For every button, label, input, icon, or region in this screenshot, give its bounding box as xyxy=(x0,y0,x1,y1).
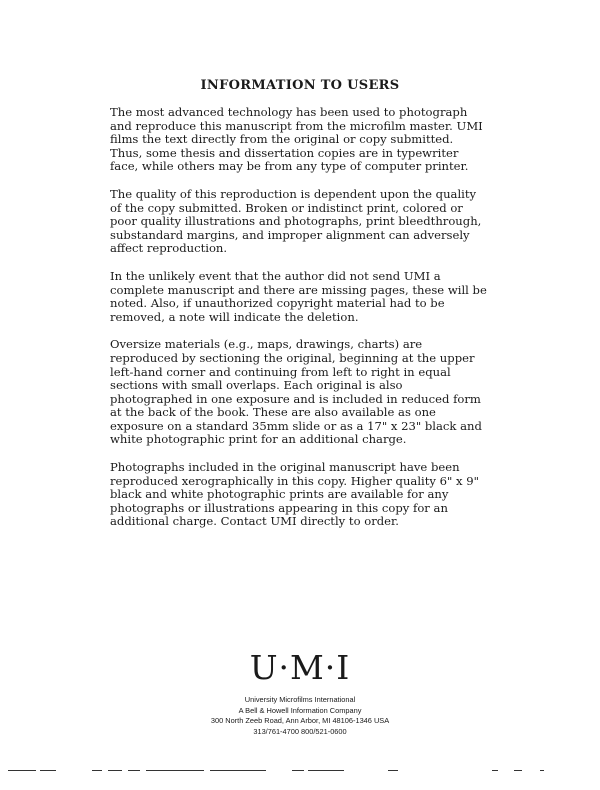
paragraph-technology: The most advanced technology has been used to photograph and reproduce this manuscript from the microfilm master. UMI films the text directly from the original or copy submitted. Thus, some thesis and dissertation copies are in typewriter face, while others may be from any type of computer printer. xyxy=(110,105,483,174)
scan-artifact-line xyxy=(0,770,600,774)
paragraph-quality: The quality of this reproduction is dependent upon the quality of the copy submitted. Broken or indistinct print, colored or poor quality illustrations and photographs, print bleedthrough, substandard margins, and improper alignment can adversely affect reproduction. xyxy=(110,186,482,256)
imprint-company: University Microfilms International xyxy=(244,695,356,704)
paragraph-oversize-materials: Oversize materials (e.g., maps, drawings, charts) are reproduced by sectioning the original, beginning at the upper left-hand corner and continuing from left to right in equal sections with small overlaps. Each original is also photographed in one exposure and is included in reduced form at the back of the book. These are also available as one exposure on a standard 35mm slide or as a 17" x 23" black and white photographic print for an additional charge. xyxy=(110,337,482,447)
imprint-parent-company: A Bell & Howell Information Company xyxy=(238,705,362,715)
imprint-address: 300 North Zeeb Road, Ann Arbor, MI 48106-1346 USA xyxy=(210,716,390,725)
paragraph-photographs: Photographs included in the original manuscript have been reproduced xerographically in this copy. Higher quality 6" x 9" black and white photographic prints are available for any photographs or illustrations appearing in this copy for an additional charge. Contact UMI directly to order. xyxy=(110,460,479,529)
imprint-phone: 313/761-4700 800/521-0600 xyxy=(253,726,347,736)
page-title: INFORMATION TO USERS xyxy=(200,78,400,93)
umi-logo: U·M·I xyxy=(249,648,351,687)
paragraph-missing-pages: In the unlikely event that the author did not send UMI a complete manuscript and there are missing pages, these will be noted. Also, if unauthorized copyright material had to be removed, a note will indicate the deletion. xyxy=(110,268,487,324)
notice-body xyxy=(110,106,488,543)
publisher-imprint xyxy=(0,695,600,737)
